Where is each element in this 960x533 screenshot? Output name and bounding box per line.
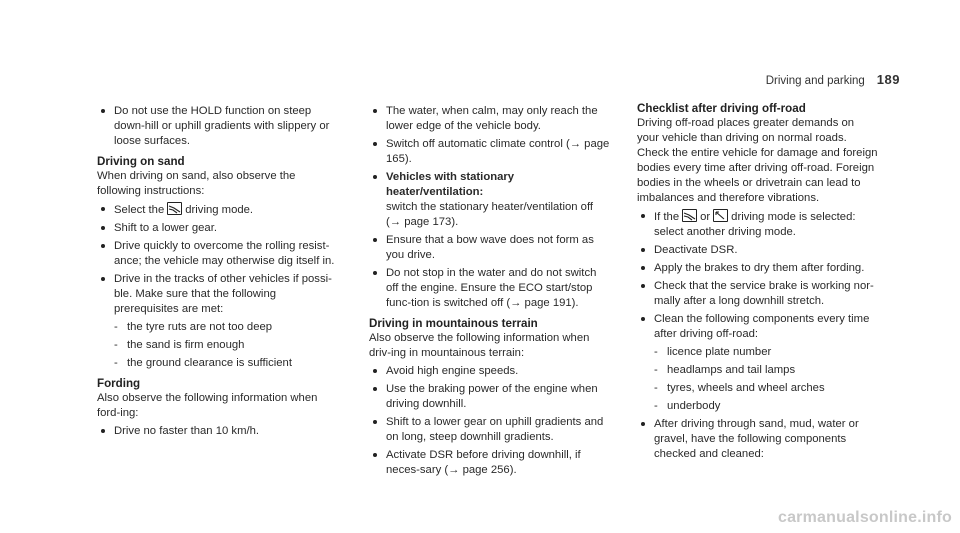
bullet-item: Ensure that a bow wave does not form as you drive. [369,233,611,263]
offroad-mode-icon [167,202,182,215]
section-title: Driving and parking [765,75,865,87]
column-left [97,101,339,439]
paragraph: Also observe the following information when ford-ing: [97,392,318,419]
page-number: 189 [876,72,900,87]
bullet-item: Do not stop in the water and do not switch off the engine. Ensure the ECO start/stop func-tion is switched off (→ page 191). [369,266,611,311]
bullet-item: Check that the service brake is working nor-mally after a long downhill stretch. [637,279,879,309]
bullet-item: Shift to a lower gear. [97,221,339,236]
heading-checklist-offroad: Checklist after driving off-road [637,102,806,115]
page-header [766,72,900,89]
bullet-item: Drive quickly to overcome the rolling resist-ance; the vehicle may otherwise dig itself in. [97,239,339,269]
paragraph: Also observe the following information when driv-ing in mountainous terrain: [369,332,590,359]
bullet-item: Vehicles with stationary heater/ventilation: switch the stationary heater/ventilation off (→ page 173). [369,170,611,230]
offroad-mode-icon [682,209,697,222]
bullet-item: Activate DSR before driving downhill, if neces-sary (→ page 256). [369,448,611,478]
dash-item: - the tyre ruts are not too deep [114,321,273,333]
column-right [637,101,879,462]
heading-driving-on-sand: Driving on sand [97,155,185,168]
heading-mountainous-terrain: Driving in mountainous terrain [369,317,538,330]
dash-item: - tyres, wheels and wheel arches [654,382,825,394]
dash-item: - licence plate number [654,346,772,358]
watermark: carmanualsonline.info [777,509,952,526]
bullet-item: The water, when calm, may only reach the lower edge of the vehicle body. [369,104,611,134]
bullet-item: Apply the brakes to dry them after fording. [637,261,879,276]
incline-mode-icon [713,209,728,222]
dash-item: - the ground clearance is sufficient [114,357,292,369]
column-middle [369,101,611,478]
bullet-item: Drive in the tracks of other vehicles if possi-ble. Make sure that the following prerequisites are met: [97,272,339,317]
bullet-item: Clean the following components every time after driving off-road: [637,312,879,342]
bullet-item: Drive no faster than 10 km/h. [97,424,339,439]
bullet-item: Deactivate DSR. [637,243,879,258]
bullet-item: Use the braking power of the engine when driving downhill. [369,382,611,412]
dash-item: - headlamps and tail lamps [654,364,796,376]
dash-item: - underbody [654,400,721,412]
bullet-item: Select the driving mode. [97,202,339,218]
bullet-item: If the or driving mode is selected: select another driving mode. [637,209,879,240]
bullet-item: Switch off automatic climate control (→ page 165). [369,137,611,167]
bullet-item: After driving through sand, mud, water or gravel, have the following components checked and cleaned: [637,417,879,462]
bullet-item: Shift to a lower gear on uphill gradients and on long, steep downhill gradients. [369,415,611,445]
bullet-item: Do not use the HOLD function on steep down-hill or uphill gradients with slippery or loose surfaces. [97,104,339,149]
paragraph: When driving on sand, also observe the following instructions: [97,170,296,197]
bullet-item: Avoid high engine speeds. [369,364,611,379]
heading-fording: Fording [97,377,141,390]
bullet-heading: Vehicles with stationary heater/ventilation: [386,171,515,198]
dash-item: - the sand is firm enough [114,339,245,351]
paragraph: Driving off-road places greater demands on your vehicle than driving on normal roads. Check the entire vehicle for damage and foreign bodies every time after driving off-road. Foreign bodies in the wheels or drivetrain can lead to imbalances and therefore vibrations. [637,117,878,204]
